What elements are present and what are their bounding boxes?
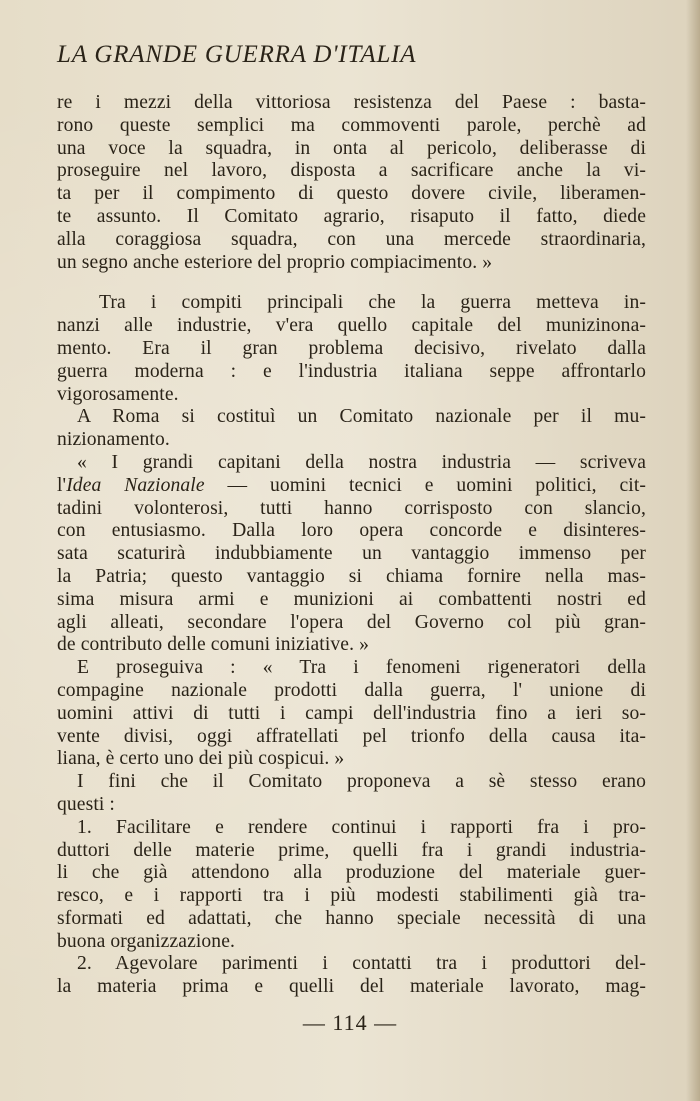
text-line: 2. Agevolare parimenti i contatti tra i produttori del- xyxy=(77,953,646,975)
text-line xyxy=(57,475,646,498)
text-line: rono queste semplici ma commoventi parole, perchè ad xyxy=(57,114,646,136)
text-line: resco, e i rapporti tra i più modesti stabilimenti già tra- xyxy=(57,885,646,907)
text-line: li che già attendono alla produzione del materiale guer- xyxy=(57,862,646,884)
text-line: sima misura armi e munizioni ai combattenti nostri ed xyxy=(57,588,646,610)
text-line: compagine nazionale prodotti dalla guerra, l' unione di xyxy=(57,679,646,701)
text-line: la materia prima e quelli del materiale lavorato, mag- xyxy=(57,976,646,998)
text-line: guerra moderna : e l'industria italiana seppe affrontarlo xyxy=(57,360,646,382)
text-line: un segno anche esteriore del proprio compiacimento. » xyxy=(57,251,493,273)
page-edge-shadow xyxy=(686,0,700,1101)
text-line: agli alleati, secondare l'opera del Governo col più gran- xyxy=(57,611,646,633)
page-body xyxy=(57,92,646,999)
text-line: sata scaturirà indubbiamente un vantaggio immenso per xyxy=(57,543,646,565)
text-line: la Patria; questo vantaggio si chiama fornire nella mas- xyxy=(57,565,646,587)
text-line: E proseguiva : « Tra i fenomeni rigeneratori della xyxy=(77,657,646,679)
text-line: liana, è certo uno dei più cospicui. » xyxy=(57,748,345,770)
text-line: re i mezzi della vittoriosa resistenza del Paese : basta- xyxy=(57,92,646,113)
text-line: proseguire nel lavoro, disposta a sacrificare anche la vi- xyxy=(57,160,646,182)
publication-title: Idea Nazionale xyxy=(66,474,205,496)
text-line: questi : xyxy=(57,793,115,815)
page-number: — 114 — xyxy=(302,1010,398,1035)
text-line: nizionamento. xyxy=(57,429,170,451)
text-line: una voce la squadra, in onta al pericolo, deliberasse di xyxy=(57,137,646,159)
text-line: vigorosamente. xyxy=(57,383,179,405)
text-line: con entusiasmo. Dalla loro opera concorde e disinteres- xyxy=(57,520,646,542)
text-line: vente divisi, oggi affratellati pel trionfo della causa ita- xyxy=(57,725,646,747)
text-line: ta per il compimento di questo dovere civile, liberamen- xyxy=(57,183,646,205)
text-line: mento. Era il gran problema decisivo, rivelato dalla xyxy=(57,337,646,359)
text-line: nanzi alle industrie, v'era quello capitale del munizinona- xyxy=(57,315,646,337)
text-line: Tra i compiti principali che la guerra metteva in- xyxy=(99,292,646,314)
text-line: « I grandi capitani della nostra industria — scriveva xyxy=(77,451,646,473)
text-fragment: l' xyxy=(57,474,67,496)
paragraph-gap xyxy=(57,274,646,292)
text-line: A Roma si costituì un Comitato nazionale per il mu- xyxy=(77,406,646,428)
text-line: de contributo delle comuni iniziative. » xyxy=(57,634,369,656)
text-line: uomini attivi di tutti i campi dell'industria fino a ieri so- xyxy=(57,702,646,724)
text-fragment: — uomini tecnici e uomini politici, cit- xyxy=(204,474,646,496)
text-line: sformati ed adattati, che hanno speciale necessità di una xyxy=(57,907,646,929)
text-line: duttori delle materie prime, quelli fra i grandi industria- xyxy=(57,839,646,861)
text-line: te assunto. Il Comitato agrario, risaputo il fatto, diede xyxy=(57,205,646,227)
running-head: LA GRANDE GUERRA D'ITALIA xyxy=(57,41,417,68)
text-line: I fini che il Comitato proponeva a sè stesso erano xyxy=(77,771,646,793)
text-line: 1. Facilitare e rendere continui i rapporti fra i pro- xyxy=(77,816,646,838)
text-line: tadini volonterosi, tutti hanno corrisposto con slancio, xyxy=(57,497,646,519)
text-line: alla coraggiosa squadra, con una mercede straordinaria, xyxy=(57,228,646,250)
text-line: buona organizzazione. xyxy=(57,930,236,952)
